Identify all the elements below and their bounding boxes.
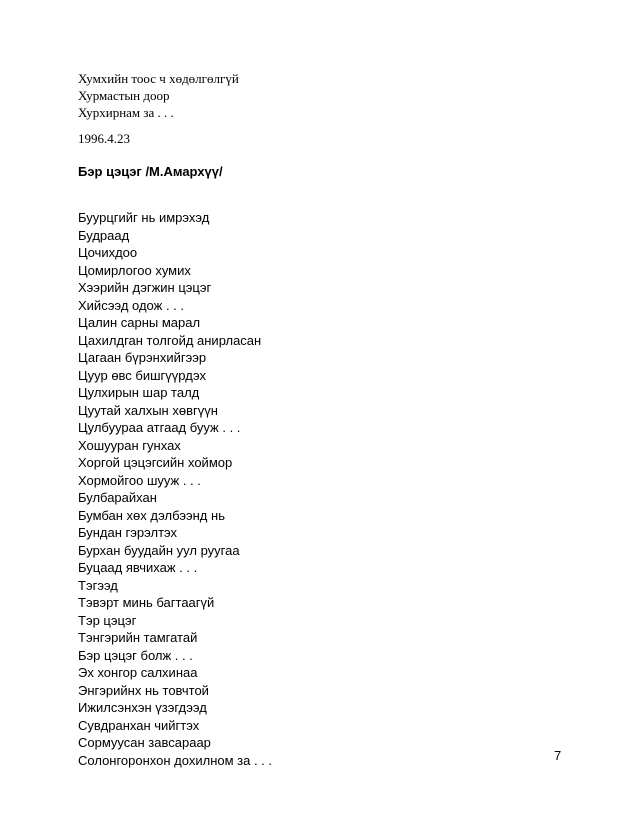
poem-line: Бэр цэцэг болж . . . bbox=[78, 647, 193, 663]
poem-line: Буцаад явчихаж . . . bbox=[78, 560, 198, 575]
intro-line: Хумхийн тоос ч хөдөлгөлгүй bbox=[78, 71, 239, 86]
poem-line: Цочихдоо bbox=[78, 245, 138, 260]
poem-line: Хоргой цэцэгсийн хоймор bbox=[78, 455, 233, 470]
poem-line: Хээрийн дэгжин цэцэг bbox=[78, 280, 212, 295]
poem-line: Сувдранхан чийгтэх bbox=[78, 717, 200, 733]
poem-line: Цуутай халхын хөвгүүн bbox=[78, 402, 218, 418]
poem-line: Цулбуураа атгаад бууж . . . bbox=[78, 420, 241, 435]
poem-line: Цагаан бүрэнхийгээр bbox=[78, 350, 207, 365]
poem-line: Тэгээд bbox=[78, 577, 118, 593]
poem-line: Цалин сарны марал bbox=[78, 315, 201, 330]
poem-line: Энгэрийнх нь товчтой bbox=[78, 682, 209, 698]
poem-line: Хошууран гунхах bbox=[78, 437, 181, 453]
poem-line: Бурхан буудайн уул руугаа bbox=[78, 542, 240, 558]
intro-stanza bbox=[78, 70, 239, 121]
poem-line: Бундан гэрэлтэх bbox=[78, 525, 178, 540]
poem-line: Цуур өвс бишгүүрдэх bbox=[78, 367, 206, 383]
poem-body bbox=[78, 209, 272, 769]
poem-line: Буурцгийг нь имрэхэд bbox=[78, 210, 210, 225]
poem-line: Тэр цэцэг bbox=[78, 612, 137, 628]
intro-line: Хурмастын доор bbox=[78, 88, 170, 103]
poem-line: Тэнгэрийн тамгатай bbox=[78, 630, 198, 645]
page-number: 7 bbox=[554, 748, 562, 763]
poem-line: Бумбан хөх дэлбээнд нь bbox=[78, 507, 225, 523]
intro-line: Хурхирнам за . . . bbox=[78, 105, 174, 120]
poem-line: Эх хонгор салхинаа bbox=[78, 665, 198, 680]
poem-line: Цомирлогоо хумих bbox=[78, 262, 191, 278]
poem-line: Хийсээд одож . . . bbox=[78, 297, 184, 313]
poem-line: Цулхирын шар талд bbox=[78, 385, 200, 400]
poem-line: Ижилсэнхэн үзэгдээд bbox=[78, 700, 207, 715]
poem-line: Сормуусан завсараар bbox=[78, 735, 211, 750]
poem-line: Цахилдган толгойд анирласан bbox=[78, 332, 262, 348]
poem-date: 1996.4.23 bbox=[78, 131, 130, 146]
poem-title: Бэр цэцэг /М.Амархүү/ bbox=[78, 164, 223, 179]
poem-line: Тэвэрт минь багтаагүй bbox=[78, 595, 215, 610]
poem-line: Булбарайхан bbox=[78, 490, 157, 505]
poem-line: Солонгоронхон дохилном за . . . bbox=[78, 752, 273, 768]
poem-line: Хормойгоо шууж . . . bbox=[78, 472, 201, 488]
poem-line: Будраад bbox=[78, 227, 130, 243]
